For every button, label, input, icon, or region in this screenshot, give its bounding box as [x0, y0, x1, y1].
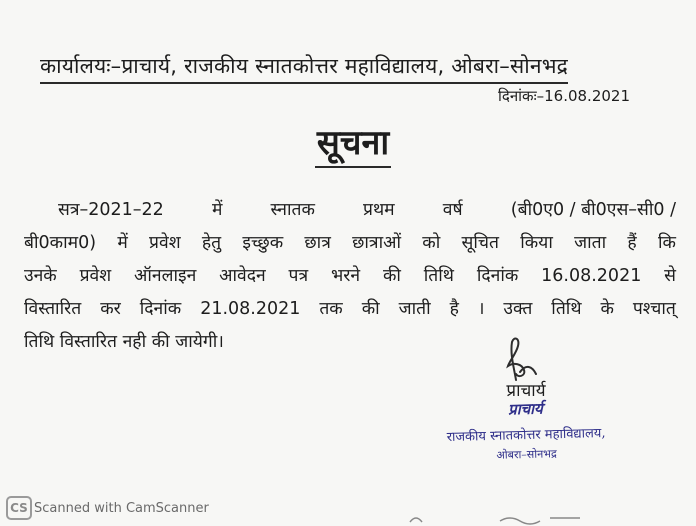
body-word: इच्छुक	[242, 233, 284, 253]
body-word: है	[449, 299, 459, 319]
body-word: से	[664, 266, 676, 286]
body-word: में	[211, 200, 223, 220]
body-word: की	[382, 266, 401, 286]
stamp-college-name: राजकीय स्नातकोत्तर महाविद्यालय,	[446, 425, 606, 446]
cropped-text-fragment	[380, 512, 600, 526]
body-word: छात्र	[304, 233, 331, 253]
body-word: तिथि विस्तारित नही की जायेगी।	[24, 332, 224, 352]
body-word: वर्ष	[442, 200, 463, 220]
body-word: जाती	[398, 299, 431, 319]
notice-body	[24, 194, 676, 359]
signature-block	[396, 378, 656, 462]
body-word: पत्र	[288, 266, 309, 286]
body-word: छात्राओं	[352, 233, 402, 253]
body-line	[24, 194, 676, 227]
office-header: कार्यालयः–प्राचार्य, राजकीय स्नातकोत्तर महाविद्यालय, ओबरा–सोनभद्र	[40, 52, 568, 84]
body-word: में	[117, 233, 128, 253]
handwritten-signature	[496, 334, 540, 384]
body-word: हैं	[627, 233, 637, 253]
body-word: की	[361, 299, 380, 319]
body-word: उनके	[24, 266, 57, 286]
body-line	[24, 227, 676, 260]
body-word: प्रवेश	[149, 233, 181, 253]
body-word: के	[600, 299, 614, 319]
body-word: जाता	[574, 233, 607, 253]
stamp-location: ओबरा–सोनभद्र	[496, 447, 557, 462]
body-word: विस्तारित	[24, 299, 82, 319]
body-word: प्रवेश	[79, 266, 112, 286]
body-word: प्रथम	[363, 200, 395, 220]
body-word: तक	[319, 299, 343, 319]
body-word: कर	[100, 299, 121, 319]
body-word: उक्त	[503, 299, 533, 319]
body-line	[24, 293, 676, 326]
notice-heading: सूचना	[315, 118, 391, 168]
notice-date: दिनांकः–16.08.2021	[498, 87, 630, 105]
body-word: (बी0ए0 / बी0एस–सी0 /	[510, 200, 676, 220]
heading-wrapper	[0, 118, 696, 168]
body-word: ।	[477, 299, 485, 319]
body-word: 21.08.2021	[200, 299, 301, 319]
official-stamp	[395, 396, 657, 466]
body-line	[24, 260, 676, 293]
body-word: आवेदन	[219, 266, 266, 286]
stamp-title: प्राचार्य	[507, 399, 543, 419]
body-word: दिनांक	[139, 299, 182, 319]
body-word: को	[422, 233, 441, 253]
body-word: तिथि	[423, 266, 454, 286]
body-word: हेतु	[201, 233, 222, 253]
body-word: दिनांक	[476, 266, 519, 286]
body-word: भरने	[330, 266, 361, 286]
camscanner-watermark	[6, 496, 209, 520]
body-word: सत्र–2021–22	[58, 200, 164, 220]
body-word: बी0काम0)	[24, 233, 97, 253]
body-word: पश्चात्	[632, 299, 676, 319]
signature-title: प्राचार्य	[506, 381, 546, 401]
camscanner-logo-icon: CS	[6, 496, 32, 520]
body-word: कि	[657, 233, 676, 253]
body-word: ऑनलाइन	[133, 266, 197, 286]
body-word: सूचित	[461, 233, 499, 253]
body-word: 16.08.2021	[541, 266, 642, 286]
body-word: तिथि	[551, 299, 582, 319]
camscanner-text: Scanned with CamScanner	[34, 500, 209, 516]
body-word: किया	[520, 233, 553, 253]
body-word: स्नातक	[270, 200, 315, 220]
body-line	[24, 326, 676, 359]
